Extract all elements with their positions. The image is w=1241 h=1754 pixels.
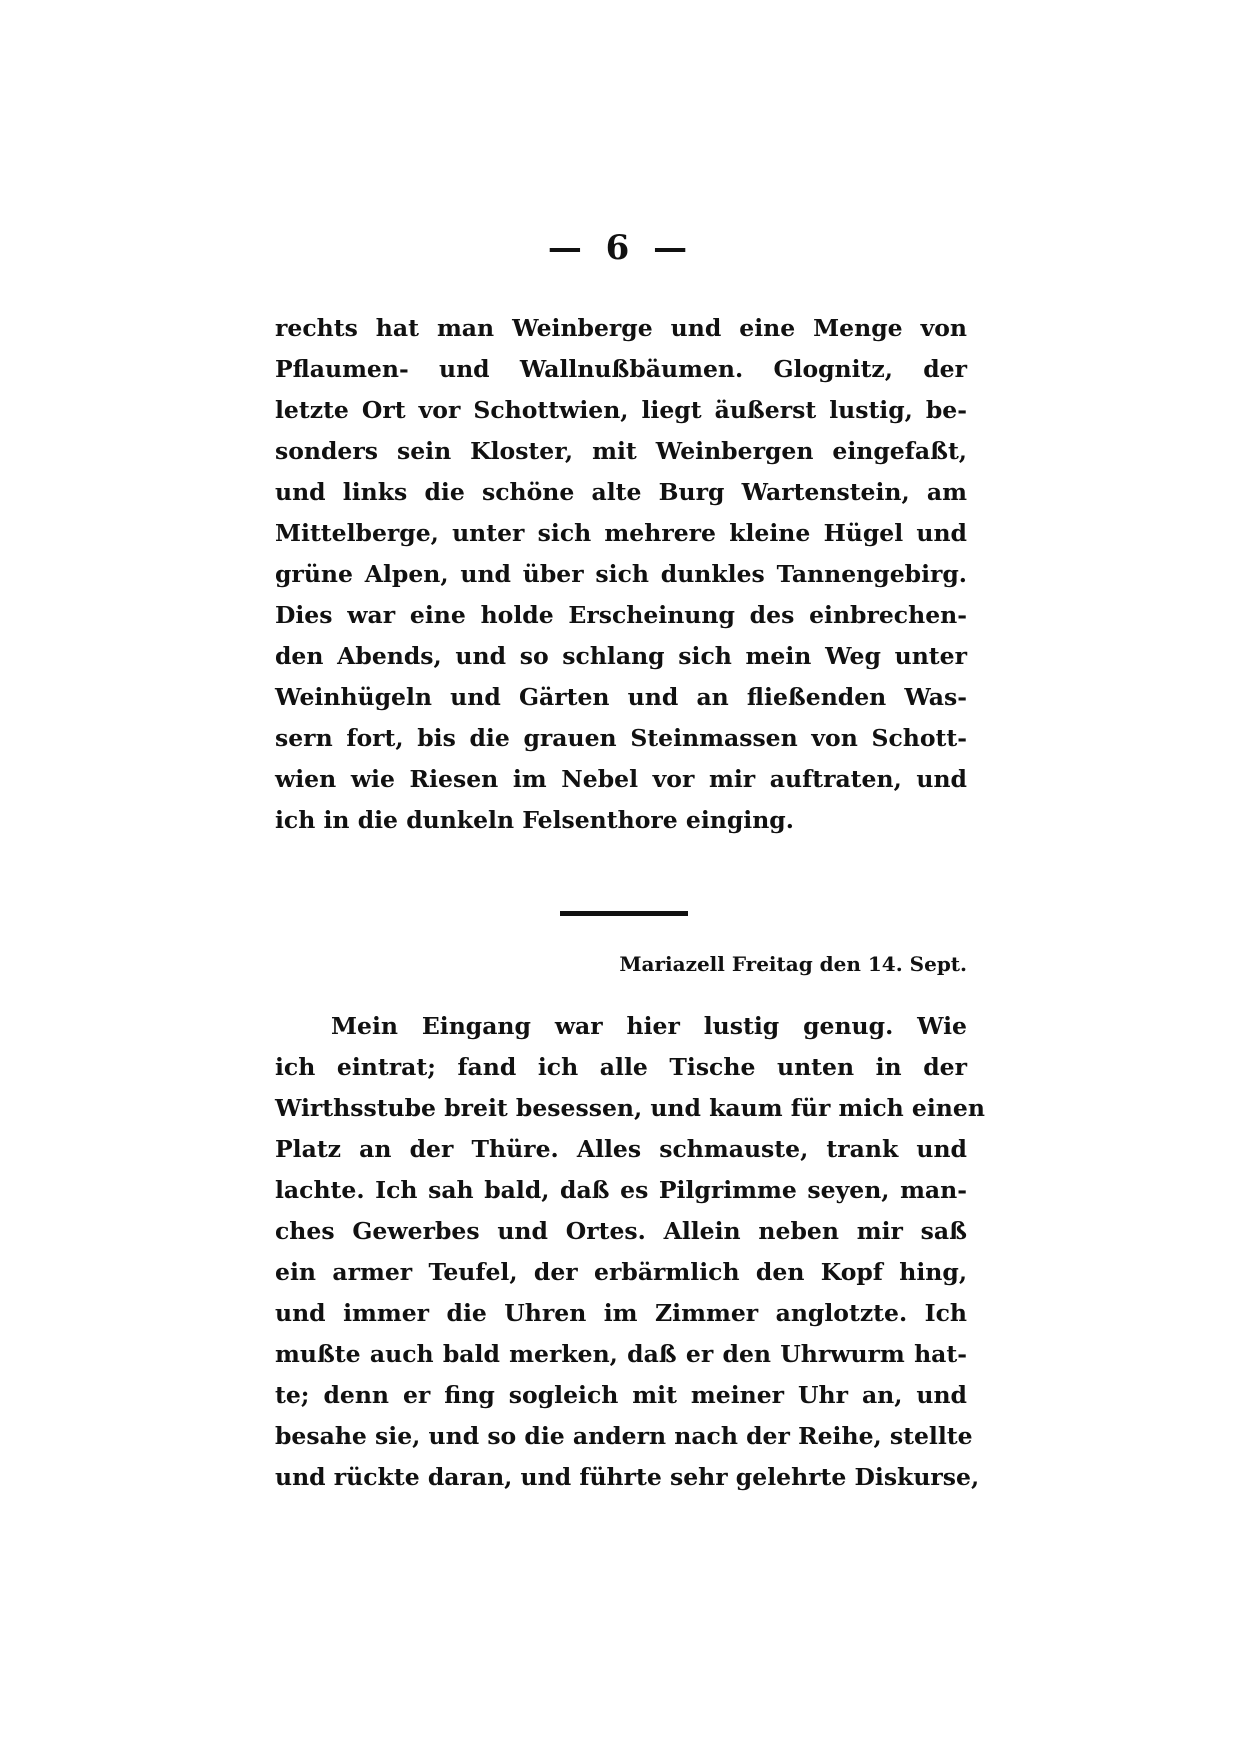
paragraph-1 [275,308,967,841]
paragraph-2 [275,1006,985,1498]
text-line: ein armer Teufel, der erbärmlich den Kopf hing, [275,1258,967,1286]
text-line: ich eintrat; fand ich alle Tische unten in der [275,1053,967,1081]
text-line: und immer die Uhren im Zimmer anglotzte. Ich [275,1299,967,1327]
section-separator [560,911,688,916]
text-line: te; denn er fing sogleich mit meiner Uhr an, und [275,1381,967,1409]
text-line: Platz an der Thüre. Alles schmauste, trank und [275,1135,967,1163]
text-line: ches Gewerbes und Ortes. Allein neben mir saß [275,1217,967,1245]
text-line: sern fort, bis die grauen Steinmassen von Schott- [275,724,967,752]
text-line: und rückte daran, und führte sehr gelehrte Diskurse, [275,1463,980,1491]
text-line: rechts hat man Weinberge und eine Menge von [275,314,967,342]
page-number: — 6 — [547,228,694,268]
text-line: besahe sie, und so die andern nach der Reihe, stellte [275,1422,973,1450]
text-line: Pflaumen- und Wallnußbäumen. Glognitz, der [275,355,967,383]
text-line: und links die schöne alte Burg Wartenstein, am [275,478,967,506]
text-line: lachte. Ich sah bald, daß es Pilgrimme seyen, man- [275,1176,967,1204]
text-line: letzte Ort vor Schottwien, liegt äußerst lustig, be- [275,396,967,424]
text-line: Weinhügeln und Gärten und an fließenden Was- [275,683,967,711]
text-line: Wirthsstube breit besessen, und kaum für mich einen [275,1094,985,1122]
text-line: grüne Alpen, und über sich dunkles Tannengebirg. [275,560,967,588]
text-line: wien wie Riesen im Nebel vor mir auftraten, und [275,765,967,793]
text-line: Dies war eine holde Erscheinung des einbrechen- [275,601,967,629]
text-line: Mein Eingang war hier lustig genug. Wie [331,1012,967,1040]
text-line: mußte auch bald merken, daß er den Uhrwurm hat- [275,1340,967,1368]
text-line: den Abends, und so schlang sich mein Weg unter [275,642,967,670]
text-line: Mittelberge, unter sich mehrere kleine Hügel und [275,519,967,547]
text-line: sonders sein Kloster, mit Weinbergen eingefaßt, [275,437,967,465]
text-line: ich in die dunkeln Felsenthore einging. [275,806,794,834]
dateline: Mariazell Freitag den 14. Sept. [619,952,967,976]
